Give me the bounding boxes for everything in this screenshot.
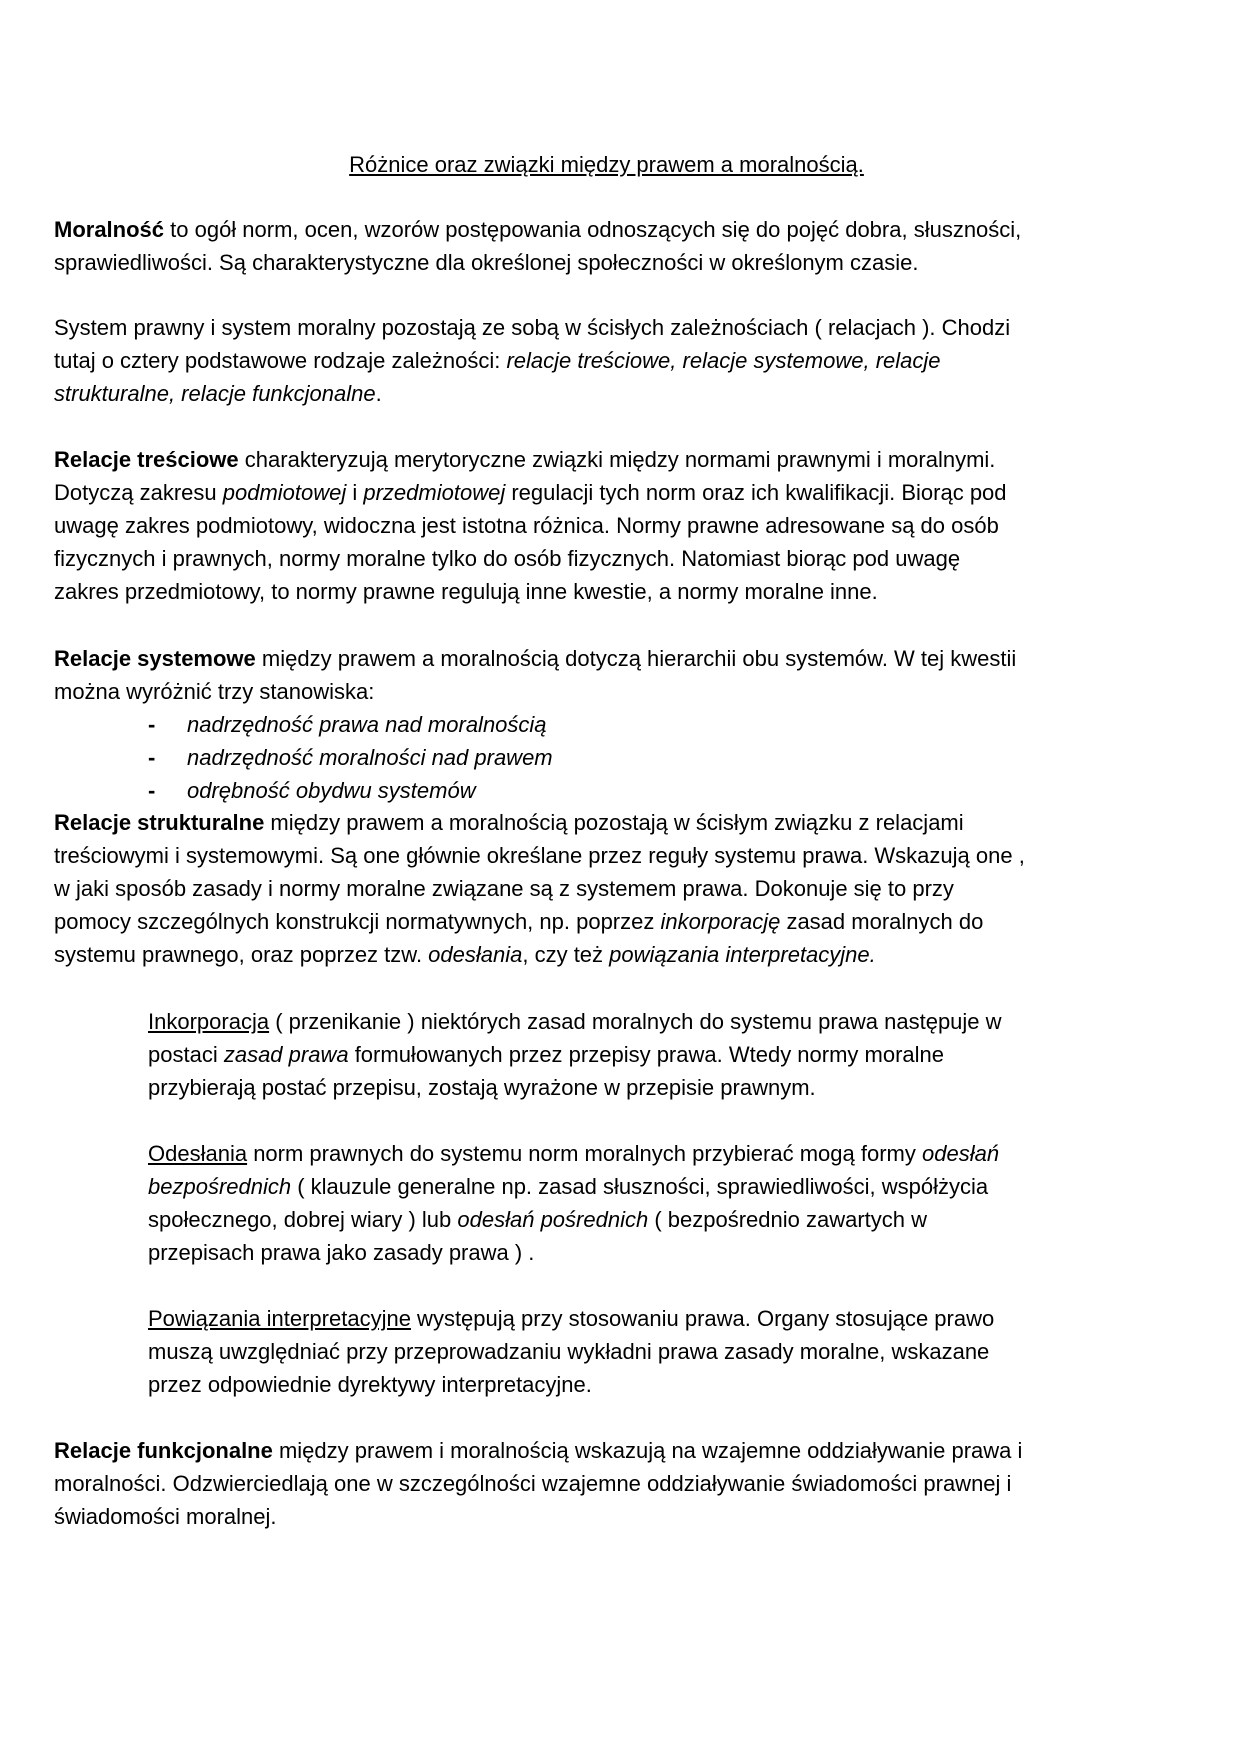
italic-text: odesłań xyxy=(921,1141,1000,1166)
text-line xyxy=(54,311,1010,344)
text-segment: społecznego, dobrej wiary ) lub xyxy=(148,1207,458,1232)
text-segment: norm prawnych do systemu norm moralnych przybierać mogą formy xyxy=(247,1141,922,1166)
text-segment: System prawny i system moralny pozostają ze sobą w ścisłych zależnościach ( relacjach ). Chodzi xyxy=(54,315,1011,340)
text-segment: treściowymi i systemowymi. Są one głównie określane przez reguły systemu prawa. Wskazują one , xyxy=(54,843,1025,868)
bullet-marker: - xyxy=(148,778,156,803)
paragraph-inkorporacja xyxy=(148,1005,1002,1104)
text-line xyxy=(148,1368,994,1401)
bold-term: Relacje systemowe xyxy=(54,646,256,671)
text-segment: ( klauzule generalne np. zasad słuszności, sprawiedliwości, współżycia xyxy=(291,1174,989,1199)
text-line xyxy=(54,344,1010,377)
paragraph-relacje-tresciowe xyxy=(54,443,1007,608)
text-segment: przez odpowiednie dyrektywy interpretacyjne. xyxy=(148,1372,592,1397)
bullet-item xyxy=(0,774,1016,807)
text-line xyxy=(54,213,1021,246)
text-line xyxy=(54,542,1007,575)
bold-term: Moralność xyxy=(54,217,165,242)
italic-text: relacje treściowe, relacje systemowe, relacje xyxy=(506,348,941,373)
italic-text: bezpośrednich xyxy=(148,1174,292,1199)
text-line xyxy=(148,1038,1002,1071)
text-line xyxy=(54,1434,1022,1467)
italic-text: podmiotowej xyxy=(222,480,347,505)
text-segment: między prawem a moralnością dotyczą hierarchii obu systemów. W tej kwestii xyxy=(255,646,1017,671)
bold-term: Relacje strukturalne xyxy=(54,810,265,835)
text-segment: przepisach prawa jako zasady prawa ) . xyxy=(148,1240,535,1265)
text-segment: regulacji tych norm oraz ich kwalifikacji. Biorąc pod xyxy=(505,480,1007,505)
italic-text: odesłania xyxy=(428,942,523,967)
text-segment: to ogół norm, ocen, wzorów postępowania odnoszących się do pojęć dobra, słuszności, xyxy=(164,217,1022,242)
bullet-text: nadrzędność moralności nad prawem xyxy=(187,745,553,770)
text-segment: między prawem i moralnością wskazują na wzajemne oddziaływanie prawa i xyxy=(272,1438,1023,1463)
text-line xyxy=(54,806,1025,839)
paragraph-relacje-funkcjonalne xyxy=(54,1434,1022,1533)
text-line xyxy=(54,872,1025,905)
text-line xyxy=(54,1467,1022,1500)
underlined-term: Odesłania xyxy=(148,1141,248,1166)
text-segment: Dotyczą zakresu xyxy=(54,480,223,505)
bold-term: Relacje treściowe xyxy=(54,447,239,472)
paragraph-system xyxy=(54,311,1010,410)
text-line xyxy=(148,1236,999,1269)
text-segment: tutaj o cztery podstawowe rodzaje zależności: xyxy=(54,348,507,373)
text-line xyxy=(54,642,1016,675)
text-segment: systemu prawnego, oraz poprzez tzw. xyxy=(54,942,429,967)
italic-text: zasad prawa xyxy=(223,1042,349,1067)
text-line xyxy=(54,839,1025,872)
text-segment: muszą uwzględniać przy przeprowadzaniu wykładni prawa zasady moralne, wskazane xyxy=(148,1339,990,1364)
text-segment: przybierają postać przepisu, zostają wyrażone w przepisie prawnym. xyxy=(148,1075,816,1100)
bullet-text: nadrzędność prawa nad moralnością xyxy=(187,712,547,737)
bullet-marker: - xyxy=(148,712,156,737)
text-line xyxy=(54,246,1021,279)
text-segment: zakres przedmiotowy, to normy prawne regulują inne kwestie, a normy moralne inne. xyxy=(54,579,878,604)
italic-text: powiązania interpretacyjne. xyxy=(609,942,876,967)
text-line xyxy=(148,1170,999,1203)
italic-text: inkorporację xyxy=(660,909,781,934)
document-title: Różnice oraz związki między prawem a moralnością. xyxy=(349,152,864,177)
text-line xyxy=(54,377,1010,410)
text-segment: sprawiedliwości. Są charakterystyczne dla określonej społeczności w określonym czasie. xyxy=(54,250,919,275)
paragraph-moralnosc xyxy=(54,213,1021,279)
text-line xyxy=(148,1302,994,1335)
italic-text: strukturalne, relacje funkcjonalne xyxy=(54,381,376,406)
text-line xyxy=(54,938,1025,971)
paragraph-relacje-systemowe xyxy=(54,642,1016,807)
underlined-term: Inkorporacja xyxy=(148,1009,270,1034)
text-line xyxy=(148,1137,999,1170)
text-segment: charakteryzują merytoryczne związki między normami prawnymi i moralnymi. xyxy=(238,447,996,472)
text-segment: w jaki sposób zasady i normy moralne związane są z systemem prawa. Dokonuje się to przy xyxy=(54,876,954,901)
text-segment: moralności. Odzwierciedlają one w szczególności wzajemne oddziaływanie świadomości prawnej i xyxy=(54,1471,1012,1496)
bullet-item xyxy=(0,741,1016,774)
text-segment: formułowanych przez przepisy prawa. Wtedy normy moralne xyxy=(348,1042,945,1067)
text-segment: . xyxy=(375,381,382,406)
paragraph-powiazania xyxy=(148,1302,994,1401)
text-segment: można wyróżnić trzy stanowiska: xyxy=(54,679,375,704)
text-line xyxy=(54,443,1007,476)
underlined-term: Powiązania interpretacyjne xyxy=(148,1306,411,1331)
text-segment: zasad moralnych do xyxy=(780,909,984,934)
text-segment: postaci xyxy=(148,1042,224,1067)
text-segment: ( bezpośrednio zawartych w xyxy=(648,1207,927,1232)
text-segment: występują przy stosowaniu prawa. Organy stosujące prawo xyxy=(410,1306,995,1331)
paragraph-relacje-strukturalne xyxy=(54,806,1025,971)
text-segment: uwagę zakres podmiotowy, widoczna jest istotna różnica. Normy prawne adresowane są do osób xyxy=(54,513,999,538)
text-line xyxy=(148,1335,994,1368)
text-segment: pomocy szczególnych konstrukcji normatywnych, np. poprzez xyxy=(54,909,661,934)
italic-text: przedmiotowej xyxy=(363,480,506,505)
bold-term: Relacje funkcjonalne xyxy=(54,1438,273,1463)
text-line xyxy=(54,1500,1022,1533)
text-line xyxy=(54,575,1007,608)
text-line xyxy=(148,1005,1002,1038)
italic-text: odesłań pośrednich xyxy=(457,1207,649,1232)
paragraph-odeslania xyxy=(148,1137,999,1269)
text-segment: i xyxy=(346,480,364,505)
text-line xyxy=(54,509,1007,542)
text-segment: , czy też xyxy=(522,942,610,967)
bullet-item xyxy=(0,708,1016,741)
text-line xyxy=(54,675,1016,708)
bullet-text: odrębność obydwu systemów xyxy=(187,778,476,803)
text-line xyxy=(148,1071,1002,1104)
text-segment: ( przenikanie ) niektórych zasad moralnych do systemu prawa następuje w xyxy=(269,1009,1002,1034)
text-segment: świadomości moralnej. xyxy=(54,1504,277,1529)
text-line xyxy=(54,905,1025,938)
text-segment: między prawem a moralnością pozostają w ścisłym związku z relacjami xyxy=(264,810,964,835)
text-line xyxy=(148,1203,999,1236)
bullet-marker: - xyxy=(148,745,156,770)
text-segment: fizycznych i prawnych, normy moralne tylko do osób fizycznych. Natomiast biorąc pod uwagę xyxy=(54,546,961,571)
text-line xyxy=(54,476,1007,509)
